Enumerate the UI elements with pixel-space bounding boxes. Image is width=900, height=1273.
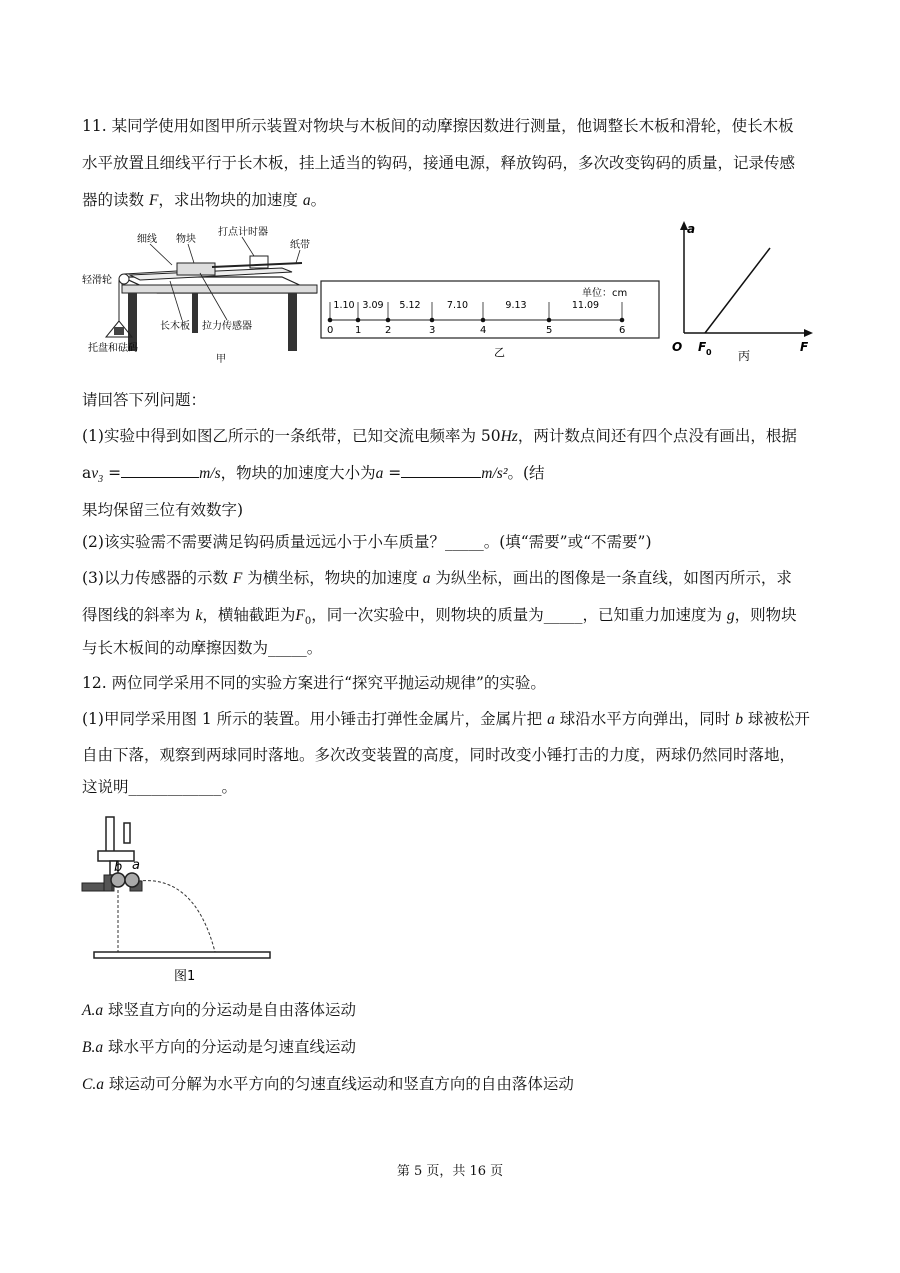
q11-intro [82, 382, 820, 419]
label-xixian: 细线 [137, 234, 157, 245]
q12-p1-l1-c: 球被松开 [742, 710, 810, 728]
tape-point-label: 0 [327, 325, 334, 336]
tape-segment-length: 5.12 [399, 300, 421, 311]
var-k: k [195, 607, 203, 624]
graph-y-label: a [687, 222, 696, 236]
q11-part3-line1 [82, 560, 820, 597]
q11-part2 [82, 524, 820, 561]
q11-p3-l1-a: (3)以力传感器的示数 [82, 569, 233, 587]
answer-blank-a[interactable] [401, 459, 481, 478]
q12-part1-line3 [82, 769, 820, 806]
caption-jia: 甲 [216, 354, 226, 365]
option-c-letter: C. [82, 1076, 97, 1093]
q11-line2-text: 水平放置且细线平行于长木板，挂上适当的钩码，接通电源，释放钩码，多次改变钩码的质量，记录传感 [82, 154, 796, 172]
option-c-text: 球运动可分解为水平方向的匀速直线运动和竖直方向的自由落体运动 [103, 1075, 574, 1093]
unit-ms2: m/s² [481, 465, 508, 482]
var-F: F [148, 192, 159, 209]
q11-p1-l2-b: ，物块的加速度大小为 [220, 464, 376, 482]
var-a-3: a [422, 570, 431, 587]
caption-bing: 丙 [738, 349, 751, 363]
q12-line1 [82, 665, 820, 702]
q11-p1-l3: 果均保留三位有效数字) [82, 501, 244, 519]
q11-p3-l2-c: ，同一次实验中，则物块的质量为_____，已知重力加速度为 [311, 606, 727, 624]
graph-origin: O [672, 340, 683, 354]
var-F-2: F [232, 570, 243, 587]
option-b-text: 球水平方向的分运动是匀速直线运动 [103, 1038, 357, 1056]
q11-p3-l3: 与长木板间的动摩擦因数为_____。 [82, 639, 323, 657]
label-qinghualun: 轻滑轮 [82, 275, 112, 286]
tape-point-label: 6 [619, 325, 626, 336]
var-a-2: a [375, 465, 384, 482]
fig1-label-a: a [132, 858, 140, 873]
eq-sign-1: = [103, 464, 122, 482]
q12-p1-l2: 自由下落，观察到两球同时落地。多次改变装置的高度，同时改变小锤打击的力度，两球仍然同时落地， [82, 746, 796, 764]
q11-line3 [82, 182, 820, 219]
fig1-label-b: b [114, 860, 123, 875]
q11-p1-l2-a: a [82, 464, 92, 482]
var-a: a [302, 192, 311, 209]
q11-line1-text: 11. 某同学使用如图甲所示装置对物块与木板间的动摩擦因数进行测量，他调整长木板和滑轮，使长木板 [82, 117, 794, 135]
label-dadianjishiqi: 打点计时器 [218, 227, 268, 238]
var-v-sub: 3 [98, 474, 104, 486]
tape-point-label: 5 [546, 325, 553, 336]
option-c[interactable] [82, 1066, 820, 1103]
tape-point [430, 318, 435, 323]
q11-p3-l1-c: 为纵坐标，画出的图像是一条直线，如图丙所示，求 [430, 569, 792, 587]
q11-line2 [82, 145, 820, 182]
var-v: v [91, 465, 99, 482]
caption-yi: 乙 [494, 346, 505, 359]
var-F0: F [295, 607, 305, 624]
var-g: g [726, 607, 735, 624]
tape-segment-length: 9.13 [505, 300, 527, 311]
label-zhidai: 纸带 [290, 240, 310, 251]
tape-unit: 单位：cm [582, 288, 628, 299]
label-tuopan: 托盘和砝码 [88, 343, 138, 354]
tape-segment-length: 11.09 [571, 300, 600, 311]
tape-point [356, 318, 361, 323]
option-c-ball: a [96, 1076, 104, 1093]
q11-p1-l1-a: (1)实验中得到如图乙所示的一条纸带，已知交流电频率为 50 [82, 427, 501, 445]
option-a-ball: a [95, 1002, 104, 1019]
q11-p3-l2-b: ，横轴截距为 [202, 606, 296, 624]
figure-1-projectile [80, 815, 280, 985]
page-footer: 第 5 页，共 16 页 [396, 1164, 504, 1179]
q12-p1-l1-a: (1)甲同学采用图 1 所示的装置。用小锤击打弹性金属片，金属片把 [82, 710, 548, 728]
caption-fig1: 图1 [174, 969, 196, 984]
q12-part1-line1 [82, 701, 820, 738]
option-a-letter: A. [82, 1002, 96, 1019]
option-a-text: 球竖直方向的分运动是自由落体运动 [103, 1001, 357, 1019]
graph-intercept-sub: 0 [706, 348, 712, 357]
label-lalichuanganqi: 拉力传感器 [202, 321, 252, 332]
option-b-letter: B. [82, 1039, 96, 1056]
q11-p1-l2-c: 。(结 [507, 464, 545, 482]
figure-jia-apparatus [82, 225, 322, 385]
q11-line3-b: ，求出物块的加速度 [158, 191, 303, 209]
option-b[interactable] [82, 1029, 820, 1066]
q11-p1-l1-b: ，两计数点间还有四个点没有画出，根据 [517, 427, 797, 445]
q12-p1-l3: 这说明____________。 [82, 778, 238, 796]
tape-point [547, 318, 552, 323]
q11-line3-a: 器的读数 [82, 191, 149, 209]
q11-line1 [82, 108, 820, 145]
tape-point [328, 318, 333, 323]
q11-part3-line3 [82, 630, 820, 667]
figure-bing-graph [668, 218, 818, 368]
tape-point [386, 318, 391, 323]
tape-segment-length: 7.10 [446, 300, 469, 311]
figure-yi-paper-tape [320, 280, 660, 370]
q11-part1-line1 [82, 418, 820, 455]
tape-point-label: 4 [480, 325, 487, 336]
q11-p3-l2-d: ，则物块 [734, 606, 797, 624]
tape-point-label: 3 [429, 325, 436, 336]
tape-point-label: 1 [355, 325, 362, 336]
tape-segment-length: 1.10 [333, 300, 355, 311]
q12-line1-text: 12. 两位同学采用不同的实验方案进行“探究平抛运动规律”的实验。 [82, 674, 546, 692]
label-wukuai: 物块 [176, 234, 196, 245]
tape-segment-length: 3.09 [362, 300, 384, 311]
unit-ms: m/s [199, 465, 221, 482]
option-a[interactable] [82, 992, 820, 1029]
ball-a: a [547, 711, 555, 728]
answer-blank-v3[interactable] [121, 459, 199, 478]
option-b-ball: a [95, 1039, 104, 1056]
unit-hz: Hz [500, 428, 518, 445]
tape-point [620, 318, 625, 323]
label-changmuban: 长木板 [160, 321, 190, 332]
q11-line3-c: 。 [310, 191, 327, 209]
tape-point-label: 2 [385, 325, 392, 336]
q12-p1-l1-b: 球沿水平方向弹出，同时 [554, 710, 736, 728]
q11-intro-text: 请回答下列问题： [82, 391, 207, 409]
eq-sign-2: = [383, 464, 402, 482]
q11-p3-l1-b: 为横坐标，物块的加速度 [242, 569, 423, 587]
q11-p3-l2-a: 得图线的斜率为 [82, 606, 196, 624]
ball-b: b [735, 711, 743, 728]
q11-p2-text: (2)该实验需不需要满足钩码质量远远小于小车质量？_____。(填“需要”或“不需要”) [82, 533, 652, 551]
var-F0-sub: 0 [304, 616, 312, 628]
graph-x-label: F [800, 340, 809, 354]
tape-point [481, 318, 486, 323]
graph-intercept: F [698, 340, 707, 354]
